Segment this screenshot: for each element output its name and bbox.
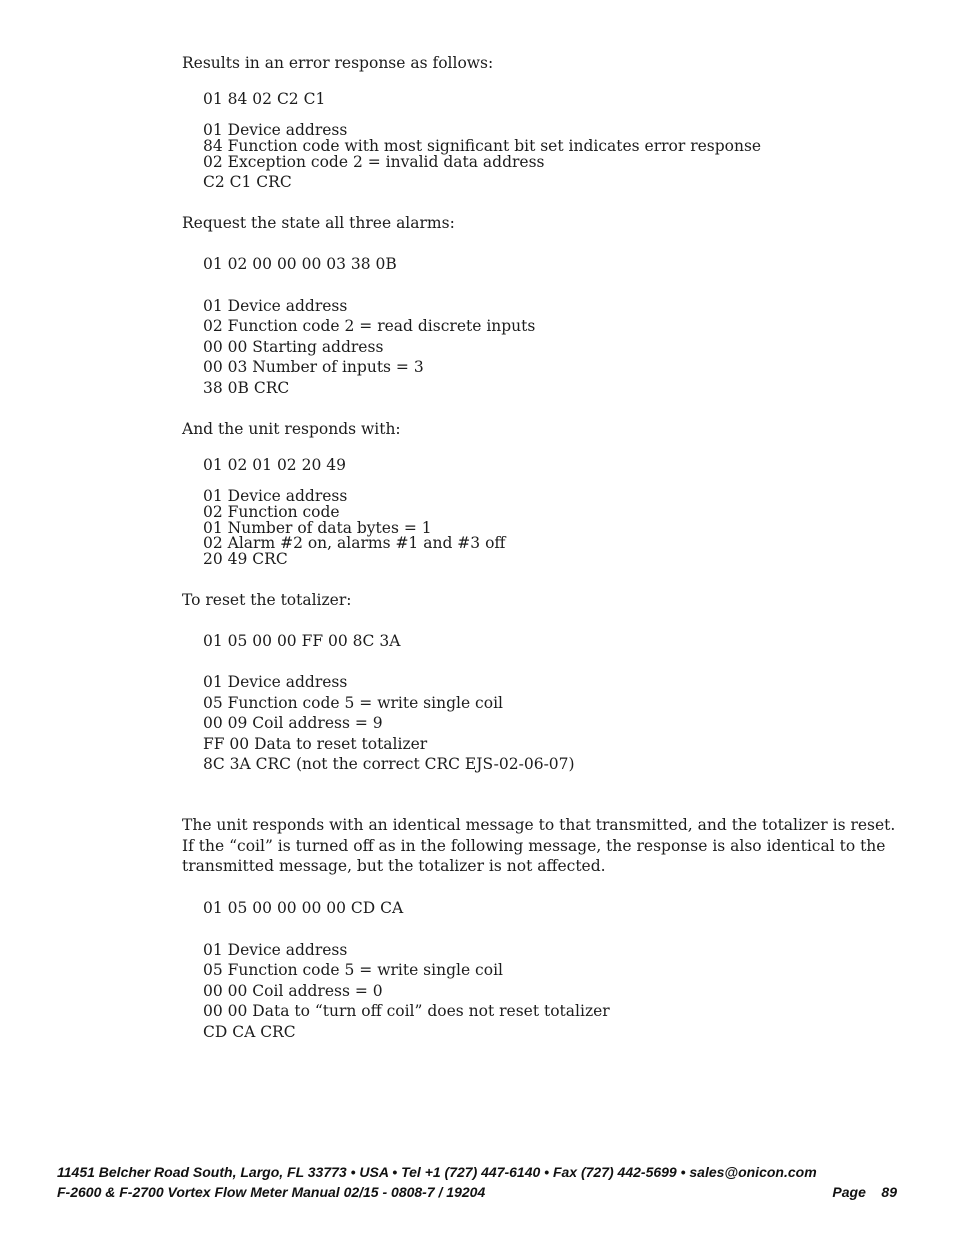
field-description: 02 Alarm #2 on, alarms #1 and #3 off bbox=[203, 534, 506, 552]
field-description: 02 Function code bbox=[203, 503, 340, 521]
footer-page bbox=[832, 1185, 897, 1199]
field-description: 02 Exception code 2 = invalid data address bbox=[203, 153, 545, 171]
intro-reset-totalizer: To reset the totalizer: bbox=[182, 591, 352, 609]
paragraph-line: transmitted message, but the totalizer is not affected. bbox=[182, 857, 606, 875]
field-description: 05 Function code 5 = write single coil bbox=[203, 961, 503, 979]
hex-message: 01 05 00 00 00 00 CD CA bbox=[203, 899, 404, 917]
field-description: 00 09 Coil address = 9 bbox=[203, 714, 383, 732]
field-description: 01 Device address bbox=[203, 487, 348, 505]
field-description: 01 Device address bbox=[203, 673, 348, 691]
hex-message: 01 05 00 00 FF 00 8C 3A bbox=[203, 632, 401, 650]
hex-message: 01 84 02 C2 C1 bbox=[203, 90, 326, 108]
body-paragraph bbox=[182, 815, 894, 877]
field-description: 38 0B CRC bbox=[203, 379, 290, 397]
field-description: 01 Device address bbox=[203, 941, 348, 959]
field-description: 05 Function code 5 = write single coil bbox=[203, 694, 503, 712]
intro-unit-responds: And the unit responds with: bbox=[182, 420, 401, 438]
field-description: 01 Device address bbox=[203, 297, 348, 315]
field-description: 02 Function code 2 = read discrete inputs bbox=[203, 317, 536, 335]
field-description: 00 00 Coil address = 0 bbox=[203, 982, 383, 1000]
field-description: C2 C1 CRC bbox=[203, 173, 292, 191]
field-description: 00 00 Starting address bbox=[203, 338, 384, 356]
field-description: 84 Function code with most significant bit set indicates error response bbox=[203, 137, 762, 155]
footer-manual-line bbox=[57, 1185, 897, 1199]
footer-address bbox=[57, 1165, 897, 1179]
field-description: 8C 3A CRC (not the correct CRC EJS-02-06-07) bbox=[203, 755, 575, 773]
field-description: 00 03 Number of inputs = 3 bbox=[203, 358, 424, 376]
field-description: 20 49 CRC bbox=[203, 550, 288, 568]
footer-address-text: 11451 Belcher Road South, Largo, FL 33773 • USA • Tel +1 (727) 447-6140 • Fax (727) 442-5699 • sales@onicon.com bbox=[57, 1164, 817, 1180]
paragraph-line: The unit responds with an identical message to that transmitted, and the totalizer is reset. bbox=[182, 816, 896, 834]
intro-request-alarms: Request the state all three alarms: bbox=[182, 214, 455, 232]
intro-error-response: Results in an error response as follows: bbox=[182, 54, 494, 72]
page-number: 89 bbox=[881, 1184, 897, 1200]
field-description: 01 Device address bbox=[203, 121, 348, 139]
footer-manual-title: F-2600 & F-2700 Vortex Flow Meter Manual 02/15 - 0808-7 / 19204 bbox=[57, 1184, 486, 1200]
paragraph-line: If the “coil” is turned off as in the following message, the response is also identical to the bbox=[182, 836, 886, 855]
field-description: 00 00 Data to “turn off coil” does not reset totalizer bbox=[203, 1002, 610, 1020]
hex-message: 01 02 00 00 00 03 38 0B bbox=[203, 255, 397, 273]
page-label: Page bbox=[832, 1184, 866, 1200]
field-description: 01 Number of data bytes = 1 bbox=[203, 519, 432, 537]
field-description: FF 00 Data to reset totalizer bbox=[203, 735, 428, 753]
hex-message: 01 02 01 02 20 49 bbox=[203, 456, 346, 474]
field-description: CD CA CRC bbox=[203, 1023, 296, 1041]
